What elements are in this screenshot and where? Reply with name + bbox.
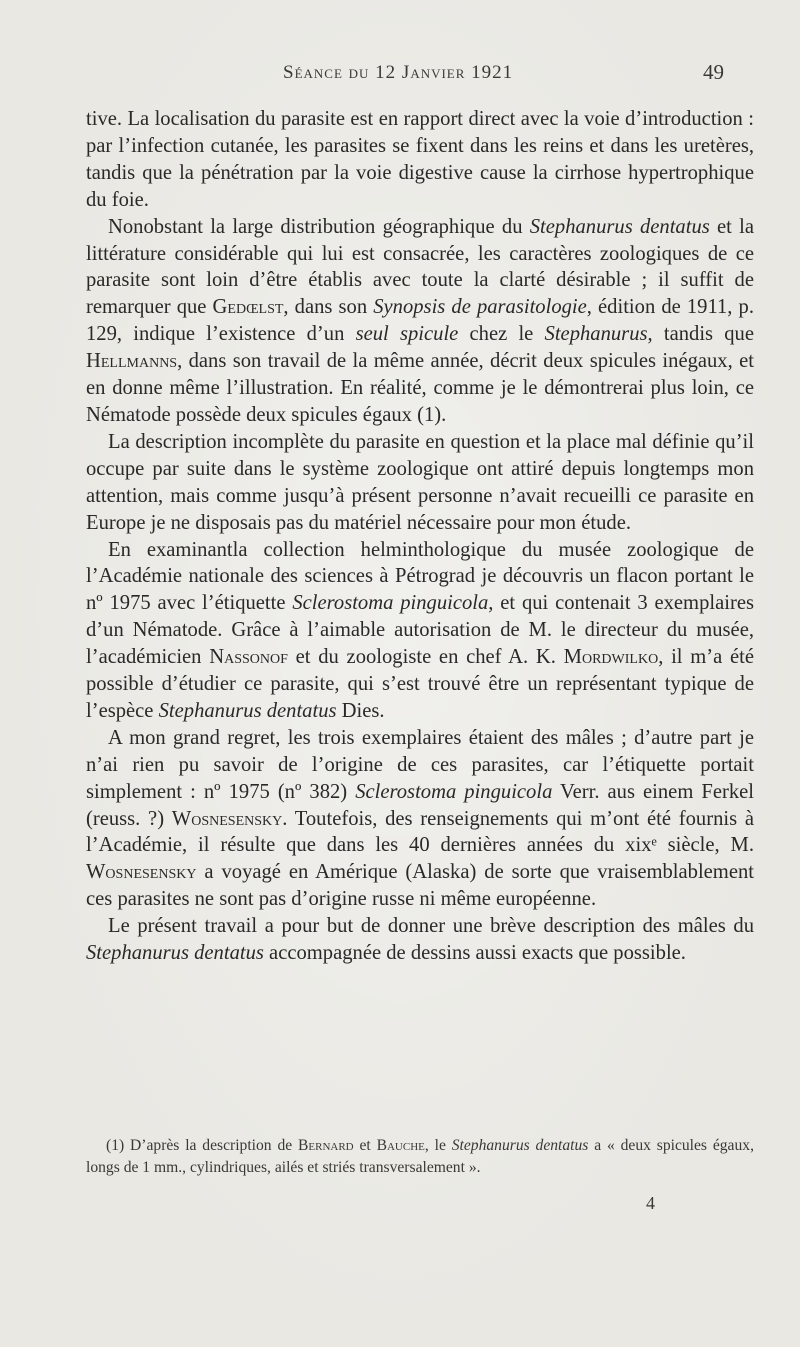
- text-run: Dies.: [336, 699, 385, 722]
- author-name: Wosnesensky: [171, 807, 283, 830]
- text-run: , dans son: [283, 296, 374, 319]
- text-run: , il m’a été possible d’étudier ce parasite, qui s’est trouvé être un représentant typique de l’espèce: [86, 646, 754, 722]
- paragraph-2: [86, 214, 754, 429]
- text-run: , édition de 1911, p. 129, indique l’existence d’un: [86, 296, 754, 346]
- text-run: Le présent travail a pour but de donner une brève description des mâles du: [108, 915, 754, 938]
- italic-term: Sclerostoma pinguicola: [355, 780, 553, 803]
- text-run: , tandis que: [647, 323, 754, 346]
- text-run: Nonobstant la large distribution géographique du: [108, 215, 530, 238]
- page-header: [0, 58, 800, 88]
- text-run: . Toutefois, des renseignements qui m’ont été fournis à l’Académie, il résulte que dans les 40 dernières années du xixᵉ siècle, M.: [86, 807, 754, 857]
- page-number: 49: [703, 60, 724, 84]
- italic-term: Stephanurus dentatus: [529, 215, 710, 238]
- author-name: Wosnesensky: [86, 861, 197, 884]
- signature-mark: 4: [646, 1193, 655, 1213]
- text-run: En examinantla collection helminthologique du musée zoologique de l’Académie nationale des sciences à Pétrograd je découvris un flacon portant le nº 1975 avec l’étiquette: [86, 538, 754, 615]
- text-run: et: [353, 1137, 377, 1154]
- text-run: A mon grand regret, les trois exemplaires étaient des mâles ; d’autre part je n’ai rien pu savoir de l’origine de ces parasites, car l’étiquette portait simplement : nº 1975 (nº 382): [86, 726, 754, 803]
- text-run: , le: [424, 1137, 452, 1154]
- body-text: [86, 106, 754, 967]
- text-run: La description incomplète du parasite en question et la place mal définie qu’il occupe par suite dans le système zoologique ont attiré depuis longtemps mon attention, mais comme jusqu’à présent personne n’avait recueilli ce parasite en Europe je ne disposais pas du matériel nécessaire pour mon étude.: [86, 430, 754, 534]
- paragraph-4: [86, 537, 754, 725]
- italic-term: Stephanurus dentatus: [451, 1137, 589, 1154]
- author-name: Bauche: [376, 1137, 425, 1154]
- italic-term: Synopsis de parasitologie: [373, 296, 587, 319]
- paragraph-6: [86, 913, 754, 967]
- footnote-text: [86, 1135, 754, 1179]
- paragraph-3: [86, 429, 754, 537]
- author-name: Gedœlst: [212, 296, 284, 319]
- text-run: a voyagé en Amérique (Alaska) de sorte que vraisemblablement ces parasites ne sont pas d’origine russe ni même européenne.: [86, 861, 754, 911]
- author-name: Hellmanns: [86, 350, 178, 373]
- italic-term: Sclerostoma pinguicola: [292, 592, 489, 615]
- footnote: [86, 1135, 754, 1179]
- text-run: tive. La localisation du parasite est en rapport direct avec la voie d’introduction : par l’infection cutanée, les parasites se fixent dans les reins et dans les uretères, tandis que la pénétration par la voie digestive cause la cirrhose hypertrophique du foie.: [86, 108, 754, 211]
- paragraph-1: [86, 106, 754, 214]
- text-run: (1) D’après la description de: [106, 1137, 298, 1154]
- text-run: et du zoologiste en chef A. K.: [287, 646, 564, 669]
- text-run: chez le: [458, 323, 545, 346]
- text-run: a « deux spicules égaux, longs de 1 mm., cylindriques, ailés et striés transversalement ».: [86, 1137, 754, 1176]
- running-head: Séance du 12 Janvier 1921: [283, 62, 514, 83]
- italic-term: seul spicule: [355, 323, 459, 346]
- italic-term: Stephanurus dentatus: [158, 699, 337, 722]
- text-run: accompagnée de dessins aussi exacts que possible.: [263, 942, 686, 965]
- text-run: , et qui contenait 3 exemplaires d’un Nématode. Grâce à l’aimable autorisation de M. le directeur du musée, l’académicien: [86, 592, 754, 669]
- author-name: Bernard: [298, 1137, 354, 1154]
- author-name: Mordwilko: [563, 646, 659, 669]
- text-run: , dans son travail de la même année, décrit deux spicules inégaux, et en donne même l’illustration. En réalité, comme je le démontrerai plus loin, ce Nématode possède deux spicules égaux (1).: [86, 350, 754, 426]
- italic-term: Stephanurus dentatus: [86, 942, 264, 965]
- paragraph-5: [86, 725, 754, 913]
- text-run: et la littérature considérable qui lui est consacrée, les caractères zoologiques de ce parasite sont loin d’être établis avec toute la clarté désirable ; il suffit de remarquer que: [86, 215, 754, 319]
- author-name: Nassonof: [209, 646, 288, 669]
- italic-term: Stephanurus: [544, 323, 648, 346]
- text-run: Verr. aus einem Ferkel (reuss. ?): [86, 780, 754, 830]
